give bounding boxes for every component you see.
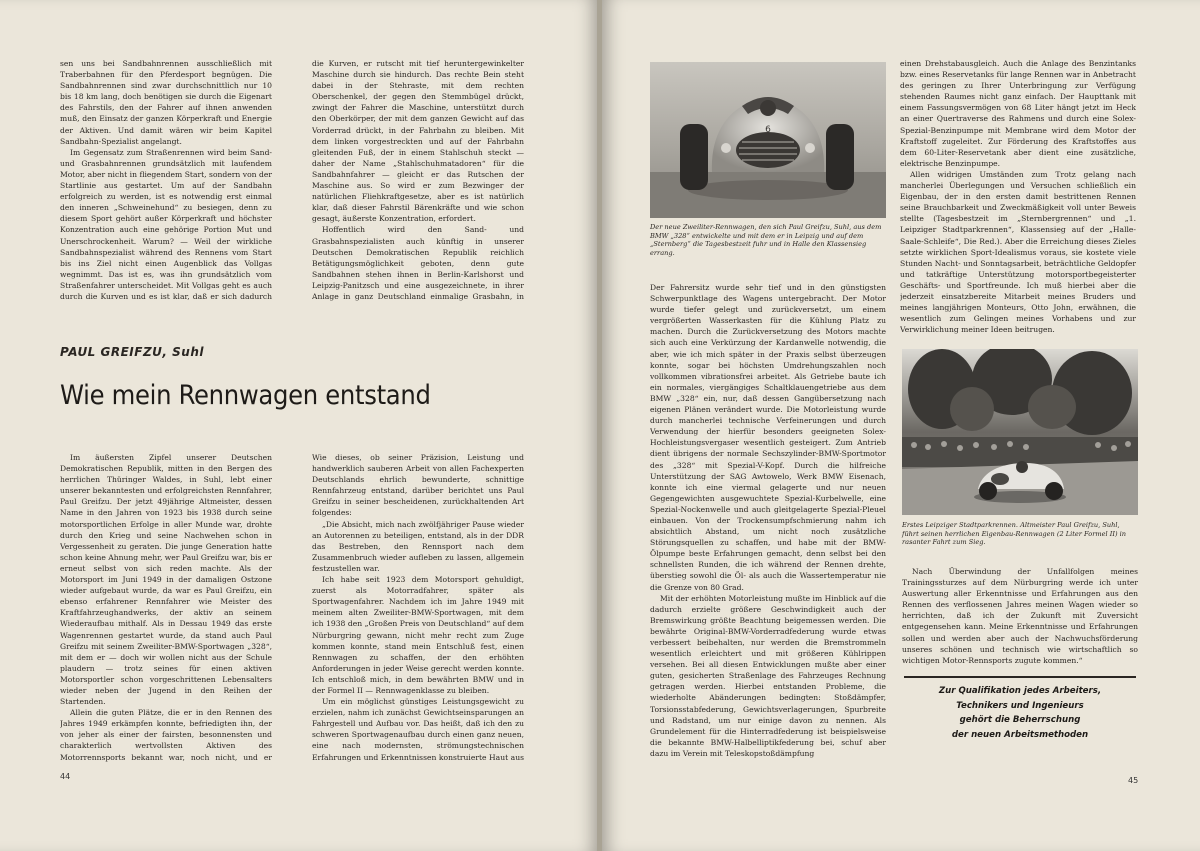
left-col2-bottom	[312, 452, 524, 764]
slogan-line: Technikers und Ingenieurs	[956, 700, 1084, 711]
paragraph: Der Fahrersitz wurde sehr tief und in den günstigsten Schwerpunktlage des Wagens untergebracht. Der Motor wurde tiefer gelegt und zurückversetzt, um einem vergrößerten Wasserkasten für die Kühlung Platz zu machen. Durch die Zurückversetzung des Motors machte sich auch eine Verkürzung der Kardanwelle notwendig, die aber, wie ich mich später in der Praxis selbst überzeugen konnte, sogar bei höchsten Umdrehungszahlen noch vollkommen vibrationsfrei arbeitet. Als Getriebe baute ich ein normales, viergängiges Schaltklauengetriebe aus dem BMW „328“ ein, nur, daß dessen Gangübersetzung nach eigenen Plänen verändert wurde. Die Motorleistung wurde durch mancherlei technische Verfeinerungen und durch Verwendung der hierfür besonders geeigneten Solex-Hochleistungsvergaser wesentlich gesteigert. Zum Antrieb dient übrigens der normale Sechszylinder-BMW-Sportmotor des „328“ mit Spezial-V-Kopf. Durch die hilfreiche Unterstützung der SAG Awtowelo, Werk BMW Eisenach, konnte ich eine viermal gelagerte und nur neuen Gegengewichten ausgewuchtete Spezial-Kurbelwelle, eine Spezial-Nockenwelle und auch gleitgelagerte Spezial-Pleuel einbauen. Von der Trockensumpfschmierung nahm ich absichtlich Abstand, um nicht noch zusätzliche Störungsquellen zu schaffen, und habe mit der BMW-Ölpumpe beste Erfahrungen gemacht, denn selbst bei den schnellsten Runden, die ich während der Rennen drehte, überstieg sowohl die Öl- als auch die Wassertemperatur nie die Grenze von 80 Grad.	[650, 283, 886, 592]
paragraph: Hoffentlich wird den Sand- und Grasbahnspezialisten auch künftig in unserer Deutschen Demokratischen Republik reichlich Betätigungsmöglichkeit geboten, denn gute Sandbahnen stehen ihnen in Berlin-Karlshorst und Leipzig-Panitzsch und eine ausgezeichnete, in ihrer Anlage in ganz Deutschland einmalige Grasbahn, in	[312, 225, 524, 301]
article-headline: Wie mein Rennwagen entstand	[60, 380, 431, 411]
paragraph: sen uns bei Sandbahnrennen ausschließlich mit Traberbahnen für den Pferdesport begnügen. Die Sandbahnrennen sind zwar durchschnittlich nur 10 bis 18 km lang, doch benötigen sie durch die Eigenart des Fahrstils, den der Fahrer auf ihnen anwenden muß, den Einsatz der ganzen Körperkraft und Energie der Aktiven. Und damit wären wir beim Kapitel Sandbahn-Spezialist angelangt.	[60, 59, 272, 146]
right-col2-bottom	[902, 566, 1138, 666]
paragraph: Mit der erhöhten Motorleistung mußte im Hinblick auf die dadurch erzielte größere Geschwindigkeit auch der Bremswirkung größte Beachtung beigemessen werden. Die bewährte Original-BMW-Vorderradfederung wurde etwas verbessert beibehalten, nur werden die Bremstrommeln wesentlich erleichtert und mit größeren Kühlrippen versehen. Bei all diesen Entwicklungen mußte aber einer guten, gesicherten Straßenlage des Fahrzeuges Rechnung getragen werden. Hierbei entstanden Probleme, die wiederholte Abänderungen bedingten: Stoßdämpfer, Torsionsstabfederung, Gewichtsverlagerungen, Spurbreite und Radstand, um nur einige davon zu nennen. Als Grundelement für die Hinterradfederung ist beispielsweise die bekannte BMW-Halbelliptikfederung bei, schuf aber dazu im Verein mit Teleskopstoßdämpfung	[650, 593, 886, 758]
paragraph: einen Drehstabausgleich. Auch die Anlage des Benzintanks bzw. eines Reservetanks für lange Rennen war in Anbetracht des geringen zu Ihrer Unterbringung zur Verfügung stehenden Raumes nicht ganz einfach. Der Haupttank mit einem Fassungsvermögen von 68 Liter hängt jetzt im Heck an einer Quertraverse des Rahmens und durch eine Solex-Spezial-Benzinpumpe mit Membrane wird dem Motor der Kraftstoff zugeleitet. Zur Förderung des Kraftstoffes aus dem 60-Liter-Reservetank aber dient eine zusätzliche, elektrische Benzinpumpe.	[900, 59, 1136, 168]
slogan-rule	[904, 676, 1136, 678]
svg-text:6: 6	[765, 125, 771, 135]
page-number-right: 45	[1128, 776, 1139, 785]
paragraph: die Kurven, er rutscht mit tief heruntergewinkelter Maschine durch sie hindurch. Das rechte Bein steht dabei in der Stehraste, mit dem rechten Oberschenkel, der gegen den Stemmbügel drückt, zwingt der Fahrer die Maschine, unterstützt durch den Oberkörper, der mit dem ganzen Gewicht auf das Vorderrad drückt, in der Fahrbahn zu bleiben. Mit dem linken vorgestreckten und auf der Fahrbahn gleitenden Fuß, der in einem Stahlschuh steckt — daher der Name „Stahlschuhmatadoren“ für die Sandbahnfahrer — gleicht er das Rutschen der Maschine aus. So wird er zum Bezwinger der natürlichen Fliehkraftgesetze, aber es ist natürlich klar, daß dieser Fahrstil Bärenkräfte und wie schon gesagt, äußerste Konzentration, erfordert.	[312, 59, 524, 224]
race-car-photo	[650, 62, 886, 218]
park-race-illustration	[902, 349, 1138, 515]
slogan-line: gehört die Beherrschung	[959, 715, 1081, 725]
left-col1-top	[60, 58, 272, 303]
paragraph: Um ein möglichst günstiges Leistungsgewicht zu erzielen, nahm ich zunächst Gewichtseinsparungen an Fahrgestell und Aufbau vor. Das heißt, daß ich den zu schweren Sportwagenaufbau durch einen ganz neuen, eine nach modernsten, strömungstechnischen Erfahrungen und Erkenntnissen konstruierte Haut aus	[312, 697, 524, 762]
paragraph: Wie dieses, ob seiner Präzision, Leistung und handwerklich sauberen Arbeit von allen Fachexperten Deutschlands ehrlich bewunderte, schnittige Rennfahrzeug entstand, darüber berichtet uns Paul Greifzu in seiner bescheidenen, zurückhaltenden Art folgendes:	[312, 453, 524, 518]
page-number-left: 44	[60, 772, 71, 781]
right-page	[602, 0, 1200, 851]
slogan-line: Zur Qualifikation jedes Arbeiters,	[938, 686, 1102, 696]
article-author: PAUL GREIFZU, Suhl	[60, 345, 204, 359]
left-col1-bottom	[60, 452, 272, 764]
paragraph: Im äußersten Zipfel unserer Deutschen Demokratischen Republik, mitten in den Bergen des herrlichen Thüringer Waldes, in Suhl, lebt einer unserer bekanntesten und erfolgreichsten Rennfahrer, Paul Greifzu. Der jetzt 49jährige Altmeister, dessen Name in den Jahren von 1923 bis 1938 durch seine motorsportlichen Erfolge in aller Munde war, drohte durch den Krieg und seine Nachwehen schon in Vergessenheit zu geraten. Die junge Generation hatte schon keine Ahnung mehr, wer Paul Greifzu war, bis er erneut selbst von sich reden machte. Als der Motorsport im Juni 1949 in der damaligen Ostzone wieder aufgebaut wurde, da war es Paul Greifzu, ein ebenso erfahrener Rennfahrer wie Meister des Kraftfahrzeughandwerks, der aktiv an seinem Wiederaufbau mithalf. Als in Dessau 1949 das erste Wagenrennen gestartet wurde, da stand auch Paul Greifzu mit seinem Zweiliter-BMW-Sportwagen „328“, mit dem er — doch wir wollen nicht aus der Schule plaudern — trotz seines für einen aktiven Motorsportler schon vorgeschrittenen Lebensalters wieder neben der Jugend in den Reihen der Startenden.	[60, 453, 272, 707]
paragraph: Nach Überwindung der Unfallfolgen meines Trainingssturzes auf dem Nürburgring werde ich unter Auswertung aller Erkenntnisse und Erfahrungen aus den Rennen des verflossenen Jahres meinen Wagen wieder so herrichten, daß ich der Zukunft mit Zuversicht entgegensehen kann. Meine Erkenntnisse und Erfahrungen sollen und werden aber auch der Nachwuchsförderung unseres schönen und technisch wie wirtschaftlich so wichtigen Motor-Rennsports zugute kommen.“	[902, 567, 1138, 665]
race-car-front-illustration	[650, 62, 886, 218]
paragraph: „Die Absicht, mich nach zwölfjähriger Pause wieder an Autorennen zu beteiligen, entstand, als in der DDR das Bestreben, den Rennsport nach dem Zusammenbruch wieder aufleben zu lassen, allgemein festzustellen war.	[312, 519, 524, 573]
slogan-line: der neuen Arbeitsmethoden	[951, 729, 1089, 740]
paragraph: Allen widrigen Umständen zum Trotz gelang nach mancherlei Überlegungen und Versuchen schließlich ein Eigenbau, der in den ersten damit bestrittenen Rennen seine Brauchbarkeit und Zweckmäßigkeit voll unter Beweis stellte (Tagesbestzeit im „Sternbergrennen“ und „1. Leipziger Stadtparkrennen“, Klassensieg auf der „Halle-Saale-Schleife“, Die Red.). Aber die Erreichung dieses Zieles setzte wirklichen Sport-Idealismus voraus, sie kostete viele Stunden Nacht- und Sonntagsarbeit, beträchtliche Geldopfer und tatkräftige Unterstützung motorsportbegeisterter Geschäfts- und Sportfreunde. Ich muß hierbei aber die jederzeit einsatzbereite Mitarbeit meines Bruders und meines langjährigen Monteurs, Otto John, erwähnen, die wesentlich zum Gelingen meines Vorhabens und zur Verwirklichung meiner Ideen beitrugen.	[900, 169, 1136, 335]
race-scene-photo-caption: Erstes Leipziger Stadtparkrennen. Altmeister Paul Greifzu, Suhl, führt seinen herrlichen Eigenbau-Rennwagen (2 Liter Formel II) in rasanter Fahrt zum Sieg.	[902, 521, 1126, 547]
left-page	[0, 0, 598, 851]
paragraph: Ich habe seit 1923 dem Motorsport gehuldigt, zuerst als Motorradfahrer, später als Sportwagenfahrer. Nachdem ich im Jahre 1949 mit meinem alten Zweiliter-BMW-Sportwagen, mit dem ich 1938 den „Großen Preis von Deutschland“ auf dem Nürburgring gewann, nicht mehr recht zum Zuge kommen konnte, stand mein Entschluß fest, einen Rennwagen zu schaffen, der den erhöhten Anforderungen in jeder Weise gerecht werden konnte. Ich entschloß mich, in dem bewährten BMW und in der Formel II — Rennwagenklasse zu bleiben.	[312, 575, 524, 695]
slogan-box	[904, 684, 1136, 742]
paragraph: Allein die guten Plätze, die er in den Rennen des Jahres 1949 erkämpfen konnte, befriedigten ihn, der von jeher als einer der fairsten, besonnensten und charakterlich wertvollsten Aktiven des Motorrennsports bekannt war, noch nicht, und er	[60, 708, 272, 762]
left-col2-top	[312, 58, 524, 303]
right-col2-top	[900, 58, 1136, 338]
right-col1	[650, 282, 886, 772]
race-car-photo-caption: Der neue Zweiliter-Rennwagen, den sich Paul Greifzu, Suhl, aus dem BMW „328“ entwickelte und mit dem er in Leipzig und auf dem „Sternberg“ die Tagesbestzeit fuhr und in Halle den Klassensieg errang.	[650, 223, 882, 257]
race-scene-photo	[902, 349, 1138, 515]
paragraph: Im Gegensatz zum Straßenrennen wird beim Sand- und Grasbahnrennen grundsätzlich mit laufendem Motor, aber nicht in fliegendem Start, sondern von der Startlinie aus gestartet. Um auf der Sandbahn erfolgreich zu werden, ist es notwendig erst einmal den inneren „Schweinehund“ zu besiegen, denn zu diesem Sport gehört außer Körperkraft und höchster Konzentration auch eine gehörige Portion Mut und Unerschrockenheit. Warum? — Weil der wirkliche Sandbahnspezialist während des Rennens vom Start bis ins Ziel nicht einen Augenblick das Vollgas wegnimmt. Das ist es, was ihn grundsätzlich vom Straßenfahrer unterscheidet. Mit Vollgas geht es auch durch die Kurven und es ist klar, daß er sich dadurch	[60, 147, 272, 301]
